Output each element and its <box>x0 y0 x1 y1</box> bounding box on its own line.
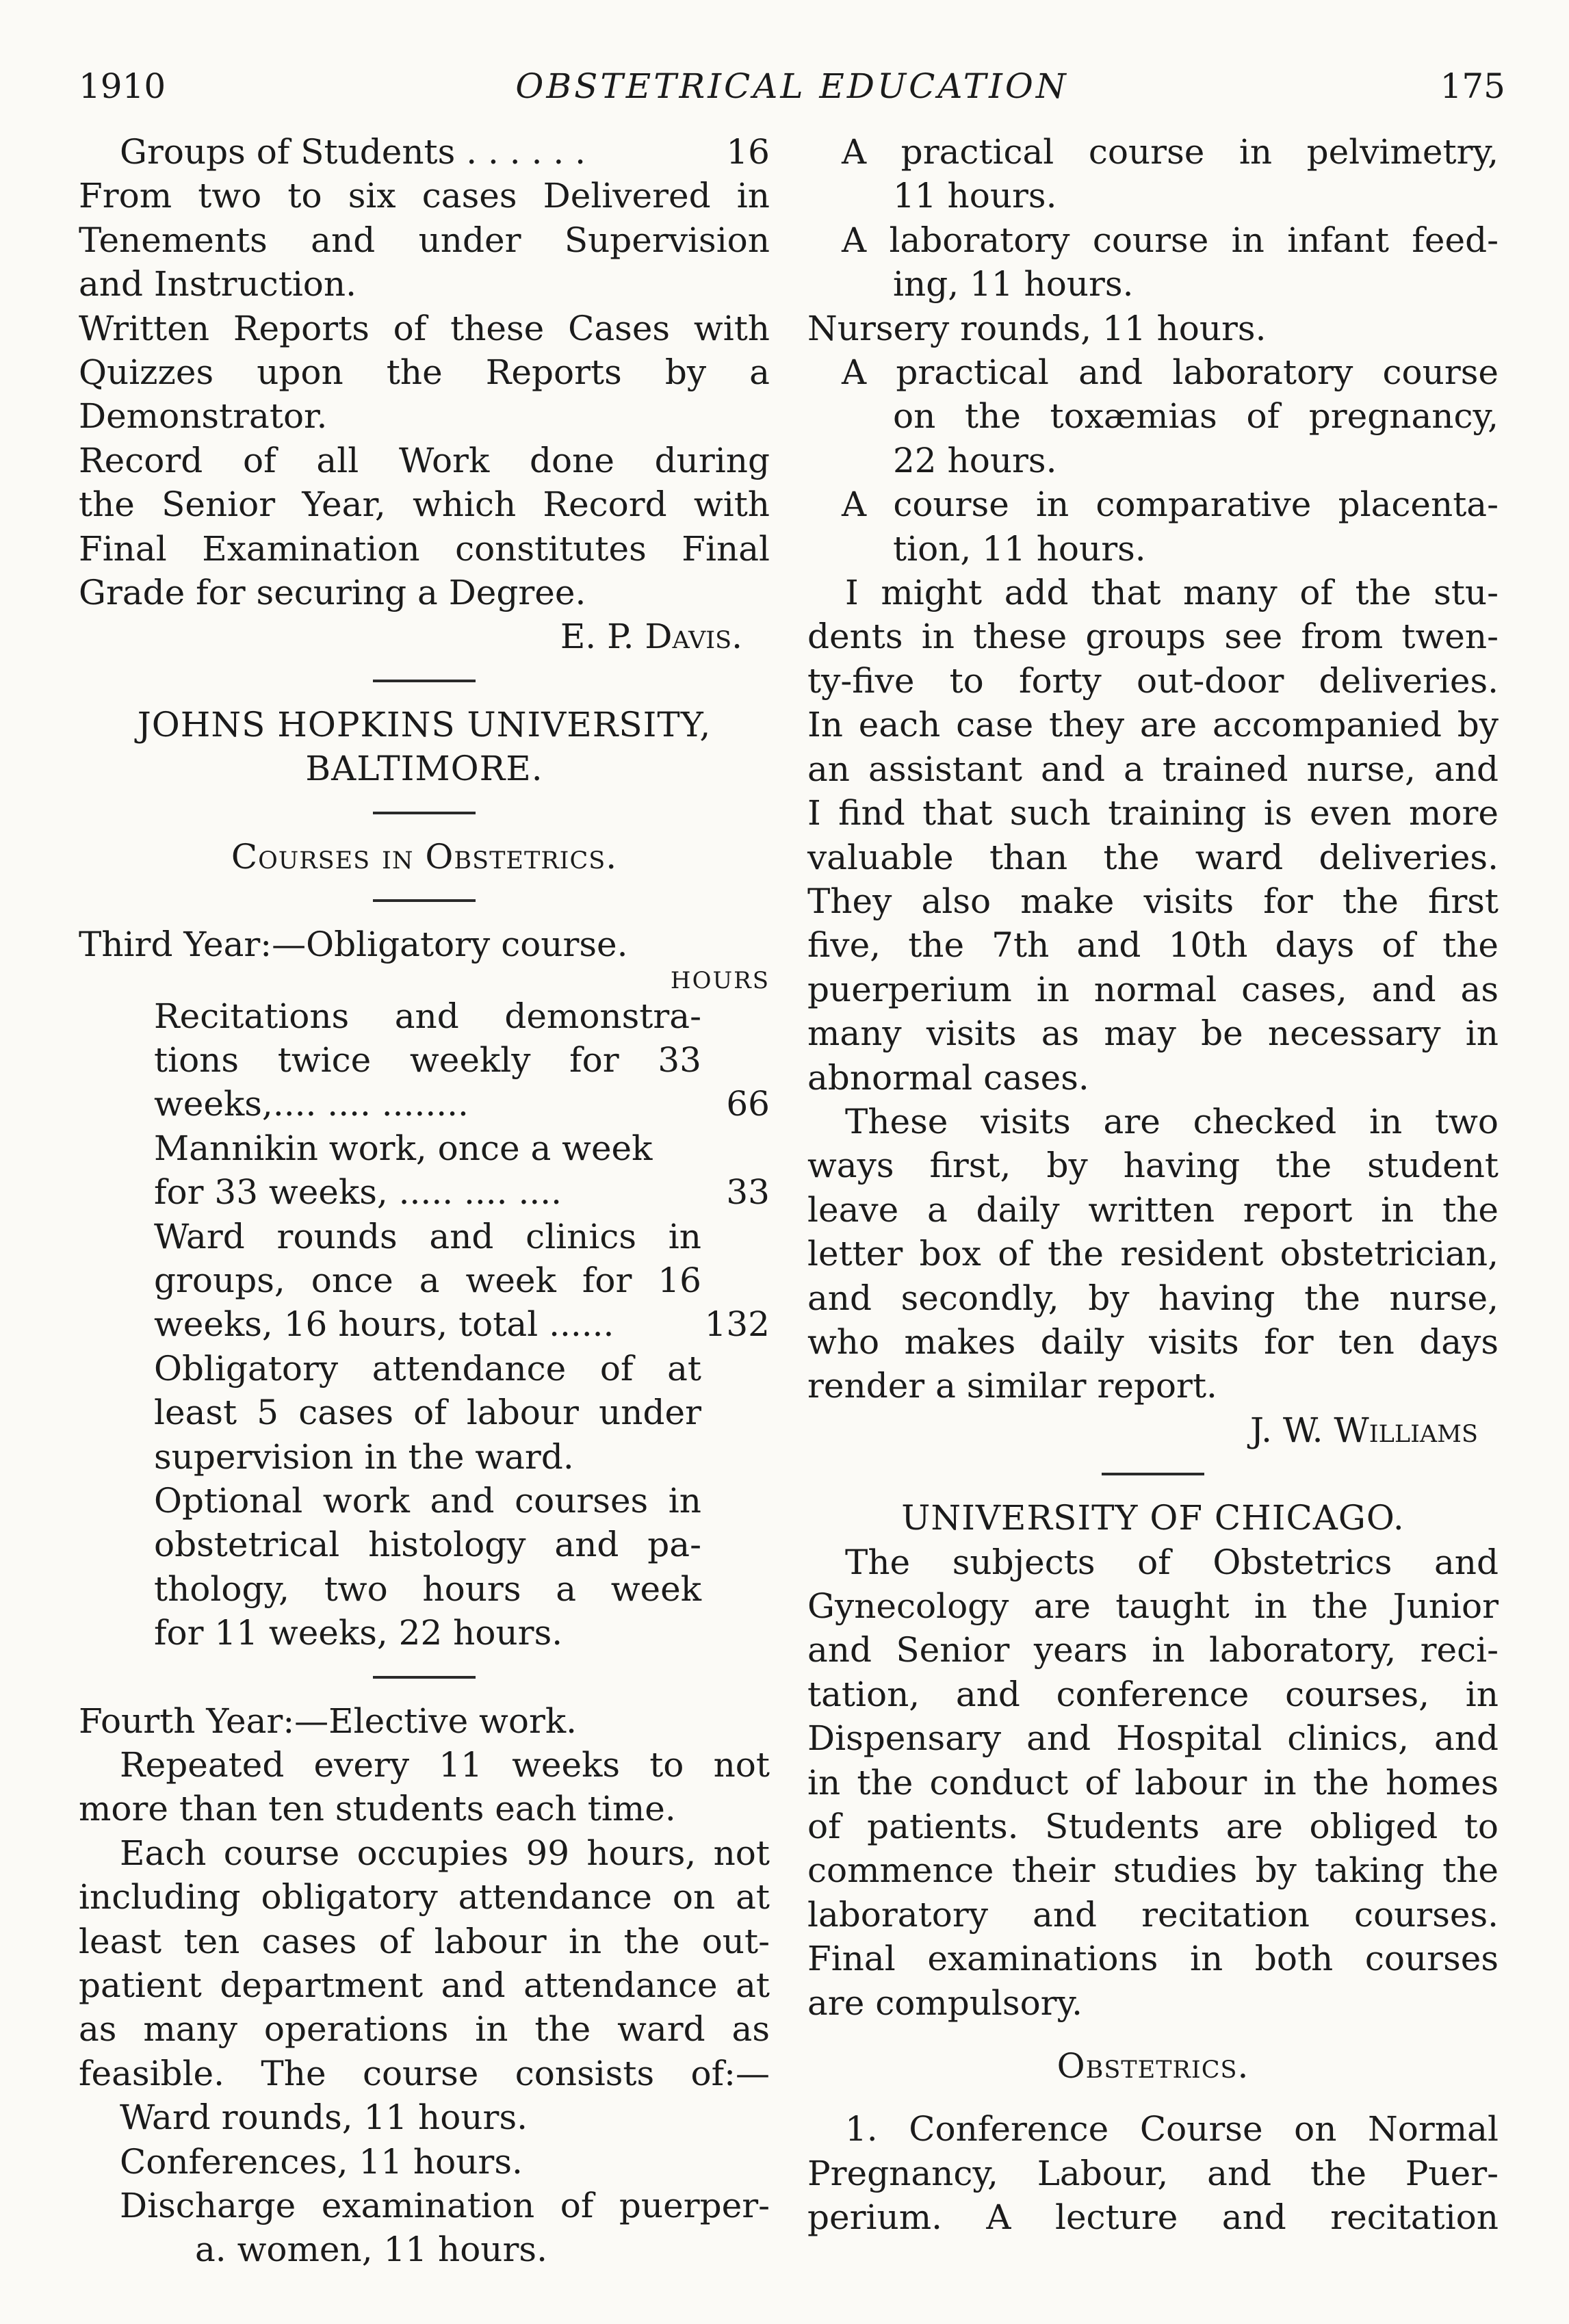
running-header <box>79 59 1505 114</box>
text-line: Dispensary and Hospital clinics, and <box>807 1718 1499 1759</box>
signature-williams: J. W. Williams <box>1249 1410 1478 1450</box>
row-label: weeks, 16 hours, total ...... <box>154 1304 614 1345</box>
row-label: weeks,.... .... ........ <box>154 1084 469 1124</box>
text-line: supervision in the ward. <box>154 1436 574 1477</box>
text-line: leave a daily written report in the <box>807 1189 1499 1230</box>
text-line: Tenements and under Supervision <box>79 220 770 260</box>
text-line: feasible. The course consists of:— <box>79 2053 770 2093</box>
text-line: I might add that many of the stu- <box>845 573 1499 613</box>
course-item-continued: 22 hours. <box>893 440 1057 480</box>
text-line: abnormal cases. <box>807 1057 1089 1098</box>
text-line: render a similar report. <box>807 1366 1217 1406</box>
text-line: as many operations in the ward as <box>79 2009 770 2050</box>
text-line: Grade for securing a Degree. <box>79 573 586 613</box>
text-line: more than ten students each time. <box>79 1789 676 1829</box>
header-title: OBSTETRICAL EDUCATION <box>515 66 1069 106</box>
text-line: commence their studies by taking the <box>807 1850 1499 1891</box>
course-item-continued: ing, 11 hours. <box>893 264 1134 305</box>
text-line: patient department and attendance at <box>79 1965 770 2006</box>
row-label: for 33 weeks, ..... .... .... <box>154 1172 562 1213</box>
text-line: and Senior years in laboratory, reci- <box>807 1630 1499 1670</box>
groups-label: Groups of Students <box>120 132 456 172</box>
fourth-year-heading: Fourth Year:—Elective work. <box>79 1701 578 1741</box>
section-title-johns-hopkins: JOHNS HOPKINS UNIVERSITY, <box>137 704 712 745</box>
text-line: in the conduct of labour in the homes <box>807 1762 1499 1803</box>
text-line: Ward rounds and clinics in <box>154 1216 701 1256</box>
text-line: many visits as may be necessary in <box>807 1013 1499 1054</box>
course-item-continued: on the toxæmias of pregnancy, <box>893 396 1499 437</box>
hours-column-label: HOURS <box>670 966 770 994</box>
text-line: They also make visits for the first <box>807 881 1499 921</box>
text-line: of patients. Students are obliged to <box>807 1807 1499 1847</box>
text-line: Each course occupies 99 hours, not <box>120 1833 770 1873</box>
section-title-chicago: UNIVERSITY OF CHICAGO. <box>901 1498 1405 1538</box>
text-line: In each case they are accompanied by <box>807 705 1499 745</box>
spacer <box>807 2025 1499 2044</box>
text-line: ty-five to forty out-door deliveries. <box>807 660 1499 701</box>
text-line: five, the 7th and 10th days of the <box>807 925 1499 966</box>
text-line: Final Examination constitutes Final <box>79 528 770 569</box>
text-line: are compulsory. <box>807 1983 1083 2023</box>
text-line: Final examinations in both courses <box>807 1939 1499 1979</box>
text-line: dents in these groups see from twen- <box>807 617 1499 657</box>
text-line: Optional work and courses in <box>154 1480 701 1521</box>
text-line: Pregnancy, Labour, and the Puer- <box>807 2153 1499 2193</box>
text-line: Quizzes upon the Reports by a <box>79 352 770 393</box>
text-line: who makes daily visits for ten days <box>807 1321 1499 1362</box>
list-item: Conferences, 11 hours. <box>120 2141 523 2182</box>
text-line: Gynecology are taught in the Junior <box>807 1586 1499 1626</box>
text-line: least 5 cases of labour under <box>154 1393 701 1433</box>
text-line: These visits are checked in two <box>845 1101 1499 1141</box>
spacer <box>807 2088 1499 2107</box>
course-item: A practical and laboratory course <box>842 352 1499 393</box>
course-item-continued: tion, 11 hours. <box>893 528 1146 569</box>
text-line: Record of all Work done during <box>79 440 770 480</box>
divider <box>79 879 770 922</box>
left-column <box>79 130 770 2272</box>
text-line: 1. Conference Course on Normal <box>845 2109 1499 2149</box>
section-title-baltimore: BALTIMORE. <box>305 749 543 789</box>
text-line: laboratory and recitation courses. <box>807 1894 1499 1935</box>
row-value: 33 <box>726 1172 770 1213</box>
text-line: The subjects of Obstetrics and <box>845 1542 1499 1582</box>
course-item: A laboratory course in infant feed- <box>842 220 1499 260</box>
text-line: tation, and conference courses, in <box>807 1674 1499 1714</box>
text-line: groups, once a week for 16 <box>154 1260 701 1300</box>
divider <box>79 1655 770 1699</box>
groups-value: 16 <box>726 132 770 172</box>
list-item-continued: a. women, 11 hours. <box>195 2230 547 2270</box>
text-line: From two to six cases Delivered in <box>79 176 770 216</box>
row-value: 66 <box>726 1084 770 1124</box>
text-line: letter box of the resident obstetrician, <box>807 1234 1499 1274</box>
text-line: valuable than the ward deliveries. <box>807 837 1499 877</box>
text-line: for 11 weeks, 22 hours. <box>154 1613 563 1653</box>
list-item: Discharge examination of puerper- <box>120 2186 770 2226</box>
groups-row <box>79 130 770 174</box>
text-line: I find that such training is even more <box>807 793 1499 834</box>
third-year-list <box>79 994 770 1655</box>
text-line: Obligatory attendance of at <box>154 1348 701 1389</box>
text-line: Written Reports of these Cases with <box>79 308 770 348</box>
recitations-hours-row <box>154 1082 770 1126</box>
divider <box>807 1452 1499 1496</box>
ward-hours-row <box>154 1302 770 1346</box>
divider <box>79 659 770 703</box>
mannikin-hours-row <box>154 1170 770 1214</box>
course-item-continued: 11 hours. <box>893 176 1057 216</box>
header-year: 1910 <box>79 66 166 106</box>
text-line: obstetrical histology and pa- <box>154 1525 701 1565</box>
text-line: least ten cases of labour in the out- <box>79 1921 770 1961</box>
obstetrics-heading: Obstetrics. <box>1056 2046 1249 2087</box>
text-line: the Senior Year, which Record with <box>79 485 770 525</box>
text-line: Recitations and demonstra- <box>154 996 701 1036</box>
text-line: puerperium in normal cases, and as <box>807 969 1499 1009</box>
list-item: Ward rounds, 11 hours. <box>120 2097 528 2138</box>
text-line: Mannikin work, once a week <box>154 1128 653 1168</box>
text-line: Repeated every 11 weeks to not <box>120 1745 770 1785</box>
course-item: A course in comparative placenta- <box>842 485 1499 525</box>
text-line: including obligatory attendance on at <box>79 1877 770 1918</box>
text-line: and secondly, by having the nurse, <box>807 1278 1499 1318</box>
page-number: 175 <box>1440 66 1505 106</box>
row-value: 132 <box>704 1304 770 1345</box>
text-line: and Instruction. <box>79 264 357 305</box>
divider <box>79 791 770 835</box>
text-line: Demonstrator. <box>79 396 328 437</box>
course-item: A practical course in pelvimetry, <box>842 132 1499 172</box>
text-line: thology, two hours a week <box>154 1568 701 1609</box>
text-line: ways first, by having the student <box>807 1146 1499 1186</box>
course-item: Nursery rounds, 11 hours. <box>807 308 1267 348</box>
right-column <box>807 130 1499 2240</box>
third-year-heading: Third Year:—Obligatory course. <box>79 925 628 965</box>
text-line: perium. A lecture and recitation <box>807 2197 1499 2238</box>
text-line: tions twice weekly for 33 <box>154 1040 701 1080</box>
groups-leader: . . . . . . <box>466 132 586 172</box>
signature-davis: E. P. Davis. <box>560 617 742 657</box>
courses-heading: Courses in Obstetrics. <box>231 836 618 877</box>
text-line: an assistant and a trained nurse, and <box>807 749 1499 789</box>
